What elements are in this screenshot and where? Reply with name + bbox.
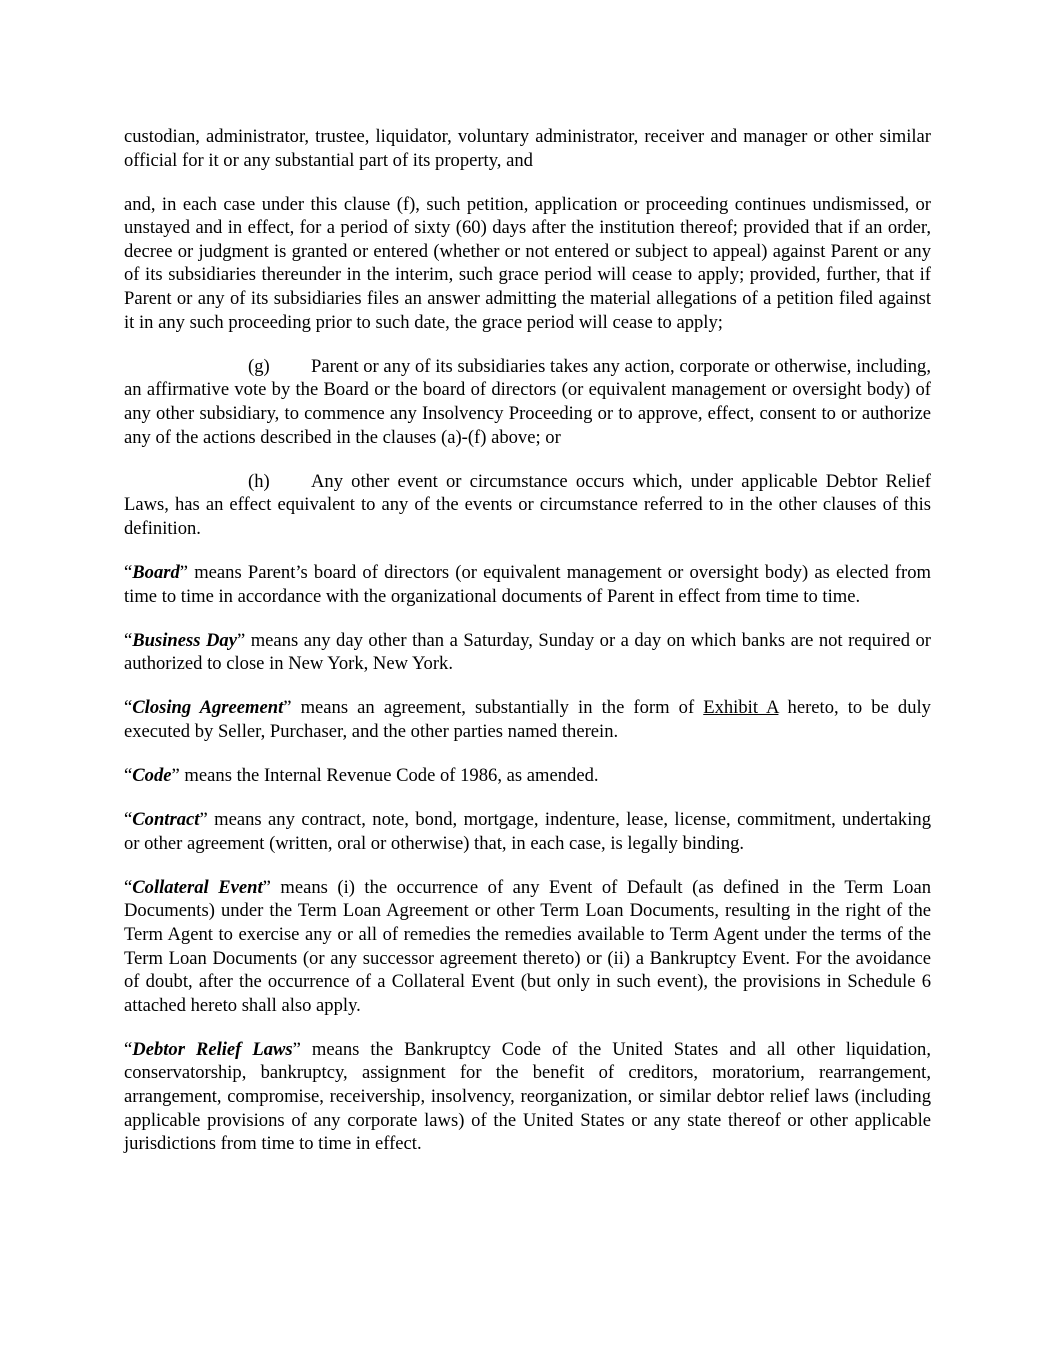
open-quote: “ — [124, 561, 133, 583]
definition-code — [124, 764, 931, 788]
definition-business-day — [124, 629, 931, 676]
clause-h-number: (h) — [248, 470, 270, 492]
definition-text: means the Bankruptcy Code of the United States and all other liquidation, conservatorship, bankruptcy, assignment for the benefit of creditors, moratorium, rearrangement, arrangement, compromise, receivership, insolvency, reorganization, or similar debtor relief laws (including applicable provisions of any corporate laws) of the United States or any state thereof or other applicable jurisdictions from time to time in effect. — [124, 1038, 931, 1155]
clause-g-number: (g) — [248, 355, 270, 377]
defined-term: Business Day — [132, 629, 237, 651]
definition-text: means any contract, note, bond, mortgage, indenture, lease, license, commitment, undertaking or other agreement (written, oral or otherwise) that, in each case, is legally binding. — [124, 809, 931, 854]
definition-debtor-relief-laws — [124, 1038, 931, 1156]
defined-term: Collateral Event — [132, 876, 263, 898]
definition-text: means any day other than a Saturday, Sunday or a day on which banks are not required or authorized to close in New York, New York. — [124, 629, 931, 675]
clause-h-paragraph — [124, 470, 931, 541]
defined-term: Closing Agreement — [132, 697, 284, 719]
definition-text: means the Internal Revenue Code of 1986, as amended. — [179, 764, 599, 786]
continuation-paragraph: custodian, administrator, trustee, liquidator, voluntary administrator, receiver and manager or other similar official for it or any substantial part of its property, and — [124, 126, 931, 171]
open-quote: “ — [124, 697, 133, 719]
open-quote: “ — [124, 629, 133, 651]
defined-term: Code — [132, 764, 172, 786]
close-quote: ” — [283, 697, 292, 719]
open-quote: “ — [124, 809, 133, 831]
definition-collateral-event — [124, 876, 931, 1018]
document-body — [124, 125, 931, 1176]
close-quote: ” — [179, 561, 189, 583]
definition-closing-agreement — [124, 696, 931, 743]
defined-term: Board — [132, 561, 180, 583]
defined-term: Debtor Relief Laws — [132, 1038, 293, 1060]
open-quote: “ — [124, 876, 133, 898]
close-quote: ” — [262, 876, 271, 898]
definition-text: means (i) the occurrence of any Event of Default (as defined in the Term Loan Documents) under the Term Loan Agreement or other Term Loan Documents, resulting in the right of the Term Agent to exercise any or all of remedies the remedies available to Term Agent under the terms of the Term Loan Documents (or any successor agreement thereto) or (ii) a Bankruptcy Event. For the avoidance of doubt, after the occurrence of a Collateral Event (but only in such event), the provisions in Schedule 6 attached hereto shall also apply. — [124, 876, 931, 1016]
definition-text-continued: hereto, to be duly executed by Seller, Purchaser, and the other parties named therein. — [124, 697, 931, 742]
clause-f-tail-paragraph: and, in each case under this clause (f), such petition, application or proceeding continues undismissed, or unstayed and in effect, for a period of sixty (60) days after the institution thereof; provided that if an order, decree or judgment is granted or entered (whether or not entered or subject to appeal) against Parent or any of its subsidiaries thereunder in the interim, such grace period will cease to apply; provided, further, that if Parent or any of its subsidiaries files an answer admitting the material allegations of a petition filed against it in any such proceeding prior to such date, the grace period will cease to apply; — [124, 193, 931, 333]
close-quote: ” — [292, 1038, 301, 1060]
close-quote: ” — [199, 809, 208, 831]
open-quote: “ — [124, 764, 133, 786]
defined-term: Contract — [132, 809, 200, 831]
close-quote: ” — [236, 629, 246, 651]
definition-text: means an agreement, substantially in the form of — [291, 697, 704, 719]
exhibit-a-reference: Exhibit A — [703, 697, 779, 719]
clause-g-paragraph — [124, 355, 931, 449]
close-quote: ” — [171, 764, 180, 786]
clause-h-text: Any other event or circumstance occurs which, under applicable Debtor Relief Laws, has an effect equivalent to any of the events or circumstance referred to in the other clauses of this definition. — [124, 470, 931, 539]
definition-board — [124, 561, 931, 608]
open-quote: “ — [124, 1038, 133, 1060]
clause-g-text: Parent or any of its subsidiaries takes any action, corporate or otherwise, including, an affirmative vote by the Board or the board of directors (or equivalent management or oversight body) of any other subsidiary, to commence any Insolvency Proceeding or to approve, effect, consent to or authorize any of the actions described in the clauses (a)-(f) above; or — [124, 355, 931, 448]
definition-text: means Parent’s board of directors (or equivalent management or oversight body) as elected from time to time in accordance with the organizational documents of Parent in effect from time to time. — [124, 561, 931, 607]
definition-contract — [124, 808, 931, 855]
